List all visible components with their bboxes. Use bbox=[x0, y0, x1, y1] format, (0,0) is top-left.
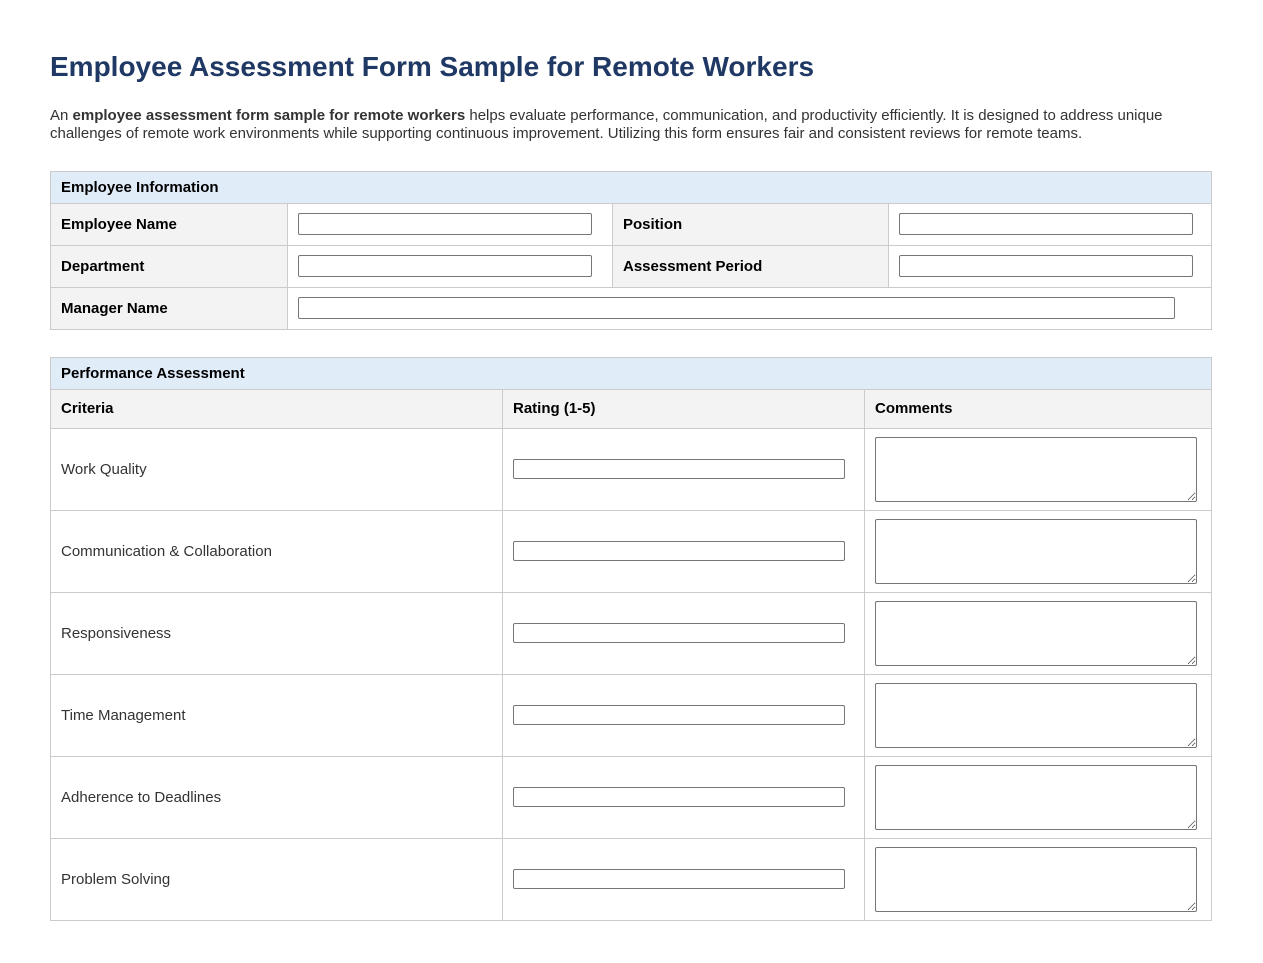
form-page bbox=[50, 50, 1211, 921]
comments-textarea-adherence-to-deadlines[interactable] bbox=[875, 765, 1197, 830]
intro-paragraph bbox=[50, 107, 1208, 143]
field-label-department: Department bbox=[51, 245, 288, 287]
table-row bbox=[51, 203, 1212, 245]
comments-cell-communication-collaboration bbox=[865, 510, 1212, 592]
section-header-performance-assessment: Performance Assessment bbox=[51, 357, 1212, 389]
intro-text-before: An bbox=[50, 106, 73, 124]
column-header-row bbox=[51, 389, 1212, 428]
rating-cell-time-management bbox=[503, 674, 865, 756]
assessment-row-work-quality bbox=[51, 428, 1212, 510]
column-header-comments: Comments bbox=[865, 389, 1212, 428]
employee-name-input[interactable] bbox=[298, 213, 592, 235]
table-row bbox=[51, 287, 1212, 329]
assessment-row-time-management bbox=[51, 674, 1212, 756]
comments-cell-adherence-to-deadlines bbox=[865, 756, 1212, 838]
employee-information-table bbox=[50, 171, 1212, 330]
manager-name-input[interactable] bbox=[298, 297, 1175, 319]
field-cell-employee-name bbox=[288, 203, 613, 245]
section-header-row bbox=[51, 171, 1212, 203]
criteria-label-communication-collaboration: Communication & Collaboration bbox=[51, 510, 503, 592]
field-label-position: Position bbox=[613, 203, 889, 245]
assessment-period-input[interactable] bbox=[899, 255, 1193, 277]
rating-cell-problem-solving bbox=[503, 838, 865, 920]
criteria-label-time-management: Time Management bbox=[51, 674, 503, 756]
assessment-row-responsiveness bbox=[51, 592, 1212, 674]
criteria-label-responsiveness: Responsiveness bbox=[51, 592, 503, 674]
assessment-row-adherence-to-deadlines bbox=[51, 756, 1212, 838]
rating-cell-responsiveness bbox=[503, 592, 865, 674]
department-input[interactable] bbox=[298, 255, 592, 277]
field-cell-assessment-period bbox=[889, 245, 1212, 287]
field-label-assessment-period: Assessment Period bbox=[613, 245, 889, 287]
intro-text-after: helps evaluate performance, communication, and productivity efficiently. It is designed to address unique challenges of remote work environments while supporting continuous improvement. Utilizing this form ensures fair and consistent reviews for remote teams. bbox=[50, 106, 1163, 142]
comments-cell-time-management bbox=[865, 674, 1212, 756]
column-header-criteria: Criteria bbox=[51, 389, 503, 428]
position-input[interactable] bbox=[899, 213, 1193, 235]
field-label-manager-name: Manager Name bbox=[51, 287, 288, 329]
column-header-rating: Rating (1-5) bbox=[503, 389, 865, 428]
rating-input-work-quality[interactable] bbox=[513, 459, 845, 479]
comments-cell-work-quality bbox=[865, 428, 1212, 510]
assessment-row-communication-collaboration bbox=[51, 510, 1212, 592]
comments-cell-responsiveness bbox=[865, 592, 1212, 674]
performance-assessment-table bbox=[50, 357, 1212, 921]
criteria-label-adherence-to-deadlines: Adherence to Deadlines bbox=[51, 756, 503, 838]
section-header-row bbox=[51, 357, 1212, 389]
table-row bbox=[51, 245, 1212, 287]
rating-cell-adherence-to-deadlines bbox=[503, 756, 865, 838]
field-label-employee-name: Employee Name bbox=[51, 203, 288, 245]
field-cell-position bbox=[889, 203, 1212, 245]
rating-input-communication-collaboration[interactable] bbox=[513, 541, 845, 561]
rating-cell-work-quality bbox=[503, 428, 865, 510]
comments-textarea-responsiveness[interactable] bbox=[875, 601, 1197, 666]
page-title: Employee Assessment Form Sample for Remote Workers bbox=[50, 51, 815, 82]
rating-input-time-management[interactable] bbox=[513, 705, 845, 725]
comments-textarea-problem-solving[interactable] bbox=[875, 847, 1197, 912]
field-cell-department bbox=[288, 245, 613, 287]
comments-textarea-time-management[interactable] bbox=[875, 683, 1197, 748]
rating-input-problem-solving[interactable] bbox=[513, 869, 845, 889]
rating-cell-communication-collaboration bbox=[503, 510, 865, 592]
criteria-label-problem-solving: Problem Solving bbox=[51, 838, 503, 920]
criteria-label-work-quality: Work Quality bbox=[51, 428, 503, 510]
rating-input-responsiveness[interactable] bbox=[513, 623, 845, 643]
intro-bold-keyword: employee assessment form sample for remote workers bbox=[72, 106, 466, 124]
comments-textarea-communication-collaboration[interactable] bbox=[875, 519, 1197, 584]
comments-textarea-work-quality[interactable] bbox=[875, 437, 1197, 502]
comments-cell-problem-solving bbox=[865, 838, 1212, 920]
field-cell-manager-name bbox=[288, 287, 1212, 329]
rating-input-adherence-to-deadlines[interactable] bbox=[513, 787, 845, 807]
assessment-row-problem-solving bbox=[51, 838, 1212, 920]
section-header-employee-information: Employee Information bbox=[51, 171, 1212, 203]
